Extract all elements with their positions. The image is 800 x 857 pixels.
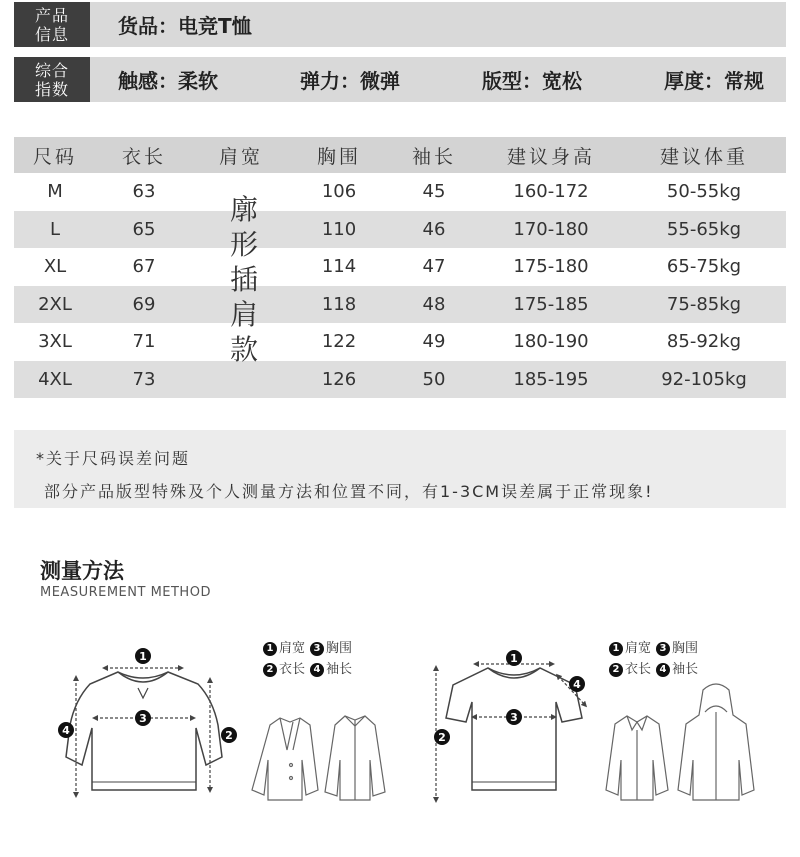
marker-3-text: 3 xyxy=(510,711,518,724)
notice-body: 部分产品版型特殊及个人测量方法和位置不同，有1-3CM误差属于正常现象! xyxy=(44,482,654,501)
table-cell: 73 xyxy=(132,368,156,390)
marker-icon: 3 xyxy=(310,642,324,656)
touch-label: 触感：柔软 xyxy=(118,69,218,93)
goods-label: 货品：电竞T恤 xyxy=(118,14,252,38)
marker-icon: 1 xyxy=(263,642,277,656)
table-cell: 48 xyxy=(422,293,446,315)
blazer-icon xyxy=(252,718,318,800)
table-cell: 160-172 xyxy=(513,181,589,203)
legend-label: 胸围 xyxy=(326,641,353,656)
long-sleeve-shirt-icon xyxy=(66,672,222,790)
marker-2-text: 2 xyxy=(438,731,446,744)
legend-label: 胸围 xyxy=(672,641,699,656)
table-cell: 85-92kg xyxy=(666,331,742,353)
tag-line: 信息 xyxy=(34,24,69,44)
legend-label: 肩宽 xyxy=(279,641,306,656)
table-cell: 122 xyxy=(321,331,357,353)
header-cell: 袖长 xyxy=(411,145,456,168)
marker-2-text: 2 xyxy=(225,729,233,742)
marker-4-text: 4 xyxy=(62,724,70,737)
table-cell: 47 xyxy=(422,256,446,278)
table-cell: 49 xyxy=(422,331,446,353)
table-cell: 65 xyxy=(132,218,156,240)
table-cell: 45 xyxy=(422,181,446,203)
table-cell: 67 xyxy=(132,256,156,278)
table-cell: 106 xyxy=(321,181,357,203)
marker-1-text: 1 xyxy=(139,650,147,663)
table-cell: 50 xyxy=(422,368,446,390)
notice-title: *关于尺码误差问题 xyxy=(36,449,191,468)
jacket-icon xyxy=(325,716,385,800)
tag-line: 综合 xyxy=(34,60,69,80)
table-cell: 185-195 xyxy=(513,368,589,390)
header-cell: 肩宽 xyxy=(218,145,263,168)
measurement-title: 测量方法 xyxy=(40,559,124,583)
table-cell: 4XL xyxy=(38,368,72,390)
tshirt-icon xyxy=(446,668,582,790)
marker-4-text: 4 xyxy=(573,678,581,691)
elasticity-label: 弹力：微弹 xyxy=(300,69,400,93)
hoodie-icon xyxy=(678,684,754,800)
marker-icon: 4 xyxy=(656,663,670,677)
table-cell: 92-105kg xyxy=(661,368,747,390)
table-cell: 118 xyxy=(321,293,357,315)
marker-icon: 2 xyxy=(263,663,277,677)
table-cell: 50-55kg xyxy=(666,181,742,203)
header-cell: 胸围 xyxy=(316,145,361,168)
header-cell: 衣长 xyxy=(121,145,166,168)
table-cell: 71 xyxy=(132,331,156,353)
header-cell: 建议体重 xyxy=(659,145,748,168)
table-cell: 114 xyxy=(321,256,357,278)
table-cell: 2XL xyxy=(38,293,72,315)
note-char: 插 xyxy=(229,263,258,296)
legend-label: 袖长 xyxy=(326,662,353,677)
legend-label: 肩宽 xyxy=(625,641,652,656)
table-cell: 46 xyxy=(422,218,446,240)
table-cell: 75-85kg xyxy=(666,293,742,315)
note-char: 肩 xyxy=(229,298,258,331)
thickness-label: 厚度：常规 xyxy=(664,69,764,93)
marker-icon: 4 xyxy=(310,663,324,677)
tag-line: 产品 xyxy=(34,5,69,25)
legend-label: 衣长 xyxy=(625,662,652,677)
collared-shirt-icon xyxy=(606,716,668,800)
header-cell: 建议身高 xyxy=(506,145,595,168)
note-char: 廓 xyxy=(229,193,258,226)
note-char: 形 xyxy=(229,228,258,261)
table-cell: 175-185 xyxy=(513,293,589,315)
note-char: 款 xyxy=(229,333,258,366)
table-cell: 175-180 xyxy=(513,256,589,278)
table-cell: XL xyxy=(43,256,67,278)
header-cell: 尺码 xyxy=(32,145,77,168)
marker-3-text: 3 xyxy=(139,712,147,725)
table-cell: 126 xyxy=(321,368,357,390)
marker-icon: 1 xyxy=(609,642,623,656)
marker-icon: 3 xyxy=(656,642,670,656)
table-cell: 63 xyxy=(132,181,156,203)
table-cell: 55-65kg xyxy=(666,218,742,240)
measurement-subtitle: MEASUREMENT METHOD xyxy=(40,585,211,600)
marker-icon: 2 xyxy=(609,663,623,677)
table-cell: 69 xyxy=(132,293,156,315)
table-cell: 3XL xyxy=(38,331,72,353)
marker-group xyxy=(434,650,585,745)
table-cell: L xyxy=(49,218,61,240)
table-cell: 180-190 xyxy=(513,331,589,353)
legend-label: 衣长 xyxy=(279,662,306,677)
fit-label: 版型：宽松 xyxy=(482,69,582,93)
table-cell: M xyxy=(47,181,63,203)
legend-label: 袖长 xyxy=(672,662,699,677)
marker-1-text: 1 xyxy=(510,652,518,665)
table-cell: 65-75kg xyxy=(666,256,742,278)
table-cell: 110 xyxy=(321,218,357,240)
tag-line: 指数 xyxy=(34,79,69,99)
table-cell: 170-180 xyxy=(513,218,589,240)
